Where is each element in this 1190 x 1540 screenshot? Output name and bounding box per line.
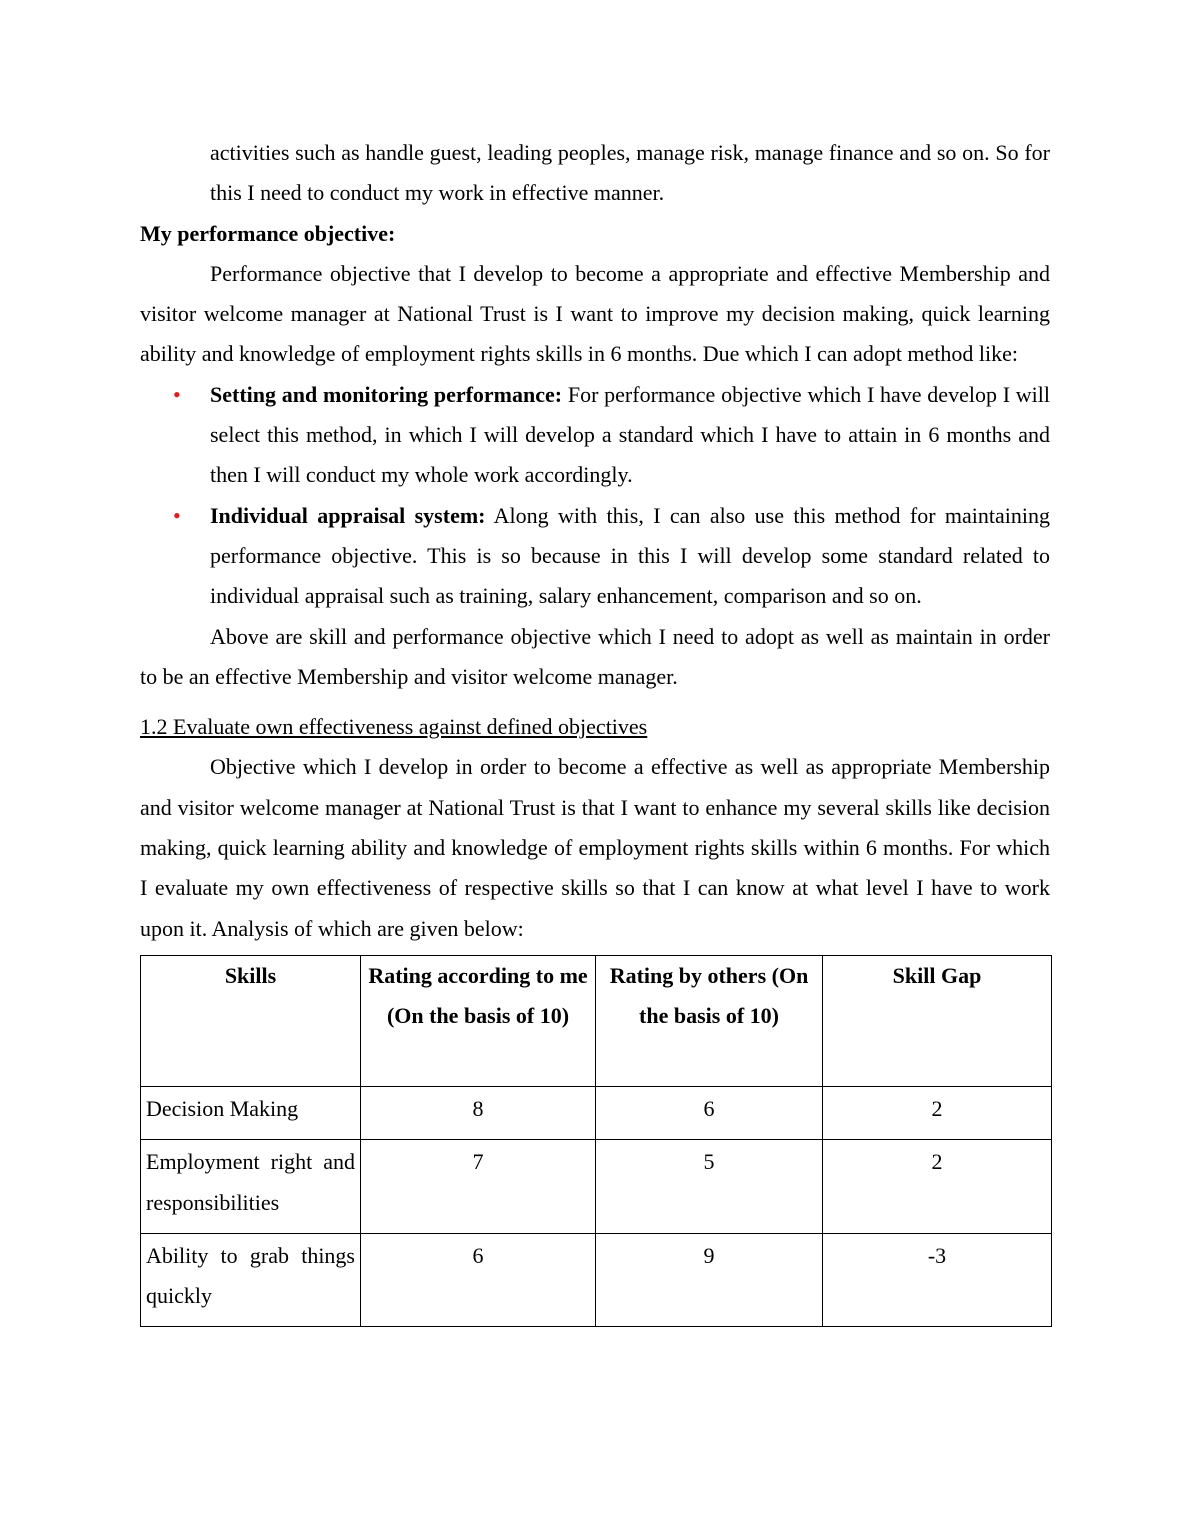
self-rating-cell: 7 — [361, 1140, 596, 1234]
skill-gap-cell: 2 — [823, 1086, 1052, 1139]
table-header-cell: Rating by others (On the basis of 10) — [596, 955, 823, 1086]
section-heading-1-2: 1.2 Evaluate own effectiveness against defined objectives — [140, 714, 648, 740]
skill-cell: Employment right and responsibilities — [141, 1140, 361, 1234]
others-rating-cell: 9 — [596, 1233, 823, 1327]
table-header-row — [141, 955, 1052, 1086]
bullet-title: Setting and monitoring performance: — [210, 381, 563, 407]
continued-paragraph: activities such as handle guest, leading peoples, manage risk, manage finance and so on. So for this I need to conduct my work in effective manner. — [210, 140, 1050, 206]
section-1-2-paragraph: Objective which I develop in order to become a effective as well as appropriate Membership and visitor welcome manager at National Trust is that I want to enhance my several skills like decision making, quick learning ability and knowledge of employment rights skills within 6 months. For which I evaluate my own effectiveness of respective skills so that I can know at what level I have to work upon it. Analysis of which are given below: — [140, 754, 1050, 941]
self-rating-cell: 8 — [361, 1086, 596, 1139]
bullet-title: Individual appraisal system: — [210, 502, 486, 528]
bullet-dot-icon: • — [173, 381, 181, 407]
performance-objective-heading: My performance objective: — [140, 220, 396, 246]
bullet-item-setting-monitoring — [140, 375, 1050, 496]
skills-rating-table — [140, 955, 1052, 1327]
bullet-text: For performance objective which I have develop I will select this method, in which I will develop a standard which I have to attain in 6 months and then I will conduct my whole work accordingly. — [210, 381, 1051, 488]
self-rating-cell: 6 — [361, 1233, 596, 1327]
performance-objective-paragraph: Performance objective that I develop to become a appropriate and effective Membership and visitor welcome manager at National Trust is I want to improve my decision making, quick learning ability and knowledge of employment rights skills in 6 months. Due which I can adopt method like: — [140, 260, 1050, 367]
table-header-cell: Rating according to me (On the basis of 10) — [361, 955, 596, 1086]
table-row — [141, 1140, 1052, 1234]
skill-cell: Ability to grab things quickly — [141, 1233, 361, 1327]
table-row — [141, 1233, 1052, 1327]
others-rating-cell: 6 — [596, 1086, 823, 1139]
bullet-text: Along with this, I can also use this method for maintaining performance objective. This is so because in this I will develop some standard related to individual appraisal such as training, salary enhancement, comparison and so on. — [210, 502, 1051, 609]
table-header-cell: Skills — [141, 955, 361, 1086]
others-rating-cell: 5 — [596, 1140, 823, 1234]
bullet-dot-icon: • — [173, 502, 181, 528]
skill-gap-cell: -3 — [823, 1233, 1052, 1327]
closing-paragraph: Above are skill and performance objective which I need to adopt as well as maintain in order to be an effective Membership and visitor welcome manager. — [140, 623, 1050, 689]
skill-gap-cell: 2 — [823, 1140, 1052, 1234]
bullet-item-individual-appraisal — [140, 496, 1050, 617]
method-bullet-list — [140, 375, 1050, 617]
document-page — [140, 133, 1050, 1327]
table-row — [141, 1086, 1052, 1139]
table-header-cell: Skill Gap — [823, 955, 1052, 1086]
skill-cell: Decision Making — [141, 1086, 361, 1139]
